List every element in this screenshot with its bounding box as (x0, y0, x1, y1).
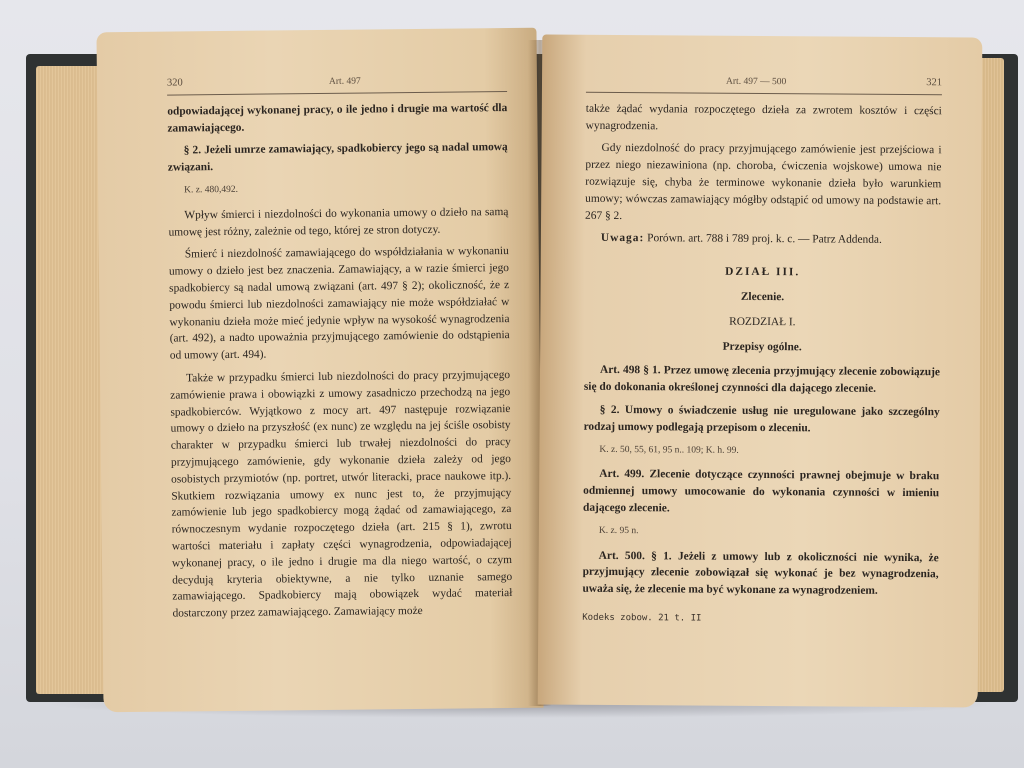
article-498-para-2: § 2. Umowy o świadczenie usług nie uregulowane jako szczególny rodzaj umowy podlegają przepisom o zleceniu. (583, 403, 940, 435)
chapter-title: Przepisy ogólne. (722, 340, 802, 353)
uwaga-note (585, 230, 941, 249)
article-498-reference: K. z. 50, 55, 61, 95 n.. 109; K. h. 99. (599, 444, 739, 456)
left-page (96, 28, 543, 713)
right-running-title: Art. 497 — 500 (726, 76, 787, 88)
section-title: Zlecenie. (740, 290, 785, 304)
left-paragraph-5: Także w przypadku śmierci lub niezdolności do pracy przyjmującego zamówienie prawa i obowiązki z umowy zasadniczo przechodzą na jego spadkobierców. Wyjątkowo z mocy art. 497 następuje rozwiązanie umowy o dzieło na przyszłość (ex nunc) ze względu na jej ściśle osobisty charakter w przypadku śmierci lub trwałej niezdolności do pracy przyjmującego zamówienie, gdy wykonanie dzieła zależy od jego osobistych przymiotów (np. portret, utwór literacki, prace naukowe itp.). Skutkiem rozwiązania umowy ex nunc jest to, że przyjmujący zamówienie lub jego spadkobiercy mogą żądać od zamawiającego, za równoczesnym wydanie rozpoczętego dzieła (art. 215 § 1), zwrotu wartości materiału i zapłaty części wynagrodzenia, odpowiadającej wykonanej pracy, o ile jedno i drugie ma dla niego wartość, o czym decydują kryteria obiektywne, a nie tylko uznanie samego zamawiającego. Spadkobiercy mają obowiązek wydać materiał dostarczony przez zamawiającego. Zamawiający może (170, 368, 513, 620)
right-paragraph-2: Gdy niezdolność do pracy przyjmującego zamówienie jest przejściowa i przez niego niezawiniona (np. choroba, ćwiczenia wojskowe) umowa nie rozwiązuje się, chyba że terminowe wykonanie dzieła było warunkiem umowy; wówczas zamawiający mógłby odstąpić od umowy na podstawie art. 267 § 2. (585, 142, 942, 222)
page-footer: Kodeks zobow. 21 t. II (582, 612, 702, 624)
section-heading: DZIAŁ III. (725, 265, 801, 279)
left-running-title: Art. 497 (328, 76, 361, 87)
article-499: Art. 499. Zlecenie dotyczące czynności prawnej obejmuje w braku odmiennej umowy umocowanie do wykonania czynności w imieniu dającego zlecenie. (582, 468, 940, 515)
article-498-para-1: Art. 498 § 1. Przez umowę zlecenia przyjmujący zlecenie zobowiązuje się do dokonania określonej czynności dla dającego zlecenie. (583, 364, 941, 395)
chapter-heading: ROZDZIAŁ I. (729, 315, 796, 329)
article-500: Art. 500. § 1. Jeżeli z umowy lub z okoliczności nie wynika, że przyjmujący zlecenie zobowiązał się wykonać je bez wynagrodzenia, uważa się, że zlecenie ma być wykonane za wynagrodzeniem. (582, 549, 939, 597)
uwaga-label: Uwaga: (600, 232, 645, 245)
right-running-head (586, 73, 942, 95)
uwaga-text: Porówn. art. 788 i 789 proj. k. c. — Patrz Addenda. (647, 232, 882, 247)
left-paragraph-3: Wpływ śmierci i niezdolności do wykonania umowy o dzieło na samą umowę jest różny, zależnie od tego, której ze stron dotyczy. (168, 205, 509, 239)
right-paragraph-1: także żądać wydania rozpoczętego dzieła za zwrotem kosztów i części wynagrodzenia. (585, 102, 942, 132)
left-paragraph-2: § 2. Jeżeli umrze zamawiający, spadkobiercy jego są nadal umową związani. (167, 141, 508, 174)
article-499-reference: K. z. 95 n. (598, 525, 639, 536)
right-page (538, 34, 983, 707)
left-page-number: 320 (166, 77, 183, 89)
left-paragraph-4: Śmierć i niezdolność zamawiającego do współdziałania w wykonaniu umowy o dzieło jest bez znaczenia. Zamawiający, a w razie śmierci jego spadkobiercy są nadal umową związani (art. 497 § 2); okoliczność, że z powodu śmierci lub niezdolności zamawiający nie może współdziałać w wykonaniu dzieła może mieć jedynie wpływ na wysokość wynagrodzenia (art. 492), a nadto upoważnia przyjmującego zamówienie do odstąpienia od umowy (art. 494). (168, 245, 510, 362)
left-running-head (167, 72, 507, 95)
left-paragraph-1: odpowiadającej wykonanej pracy, o ile jedno i drugie ma wartość dla zamawiającego. (167, 101, 508, 135)
left-reference: K. z. 480,492. (184, 184, 238, 196)
right-page-number: 321 (926, 77, 943, 89)
